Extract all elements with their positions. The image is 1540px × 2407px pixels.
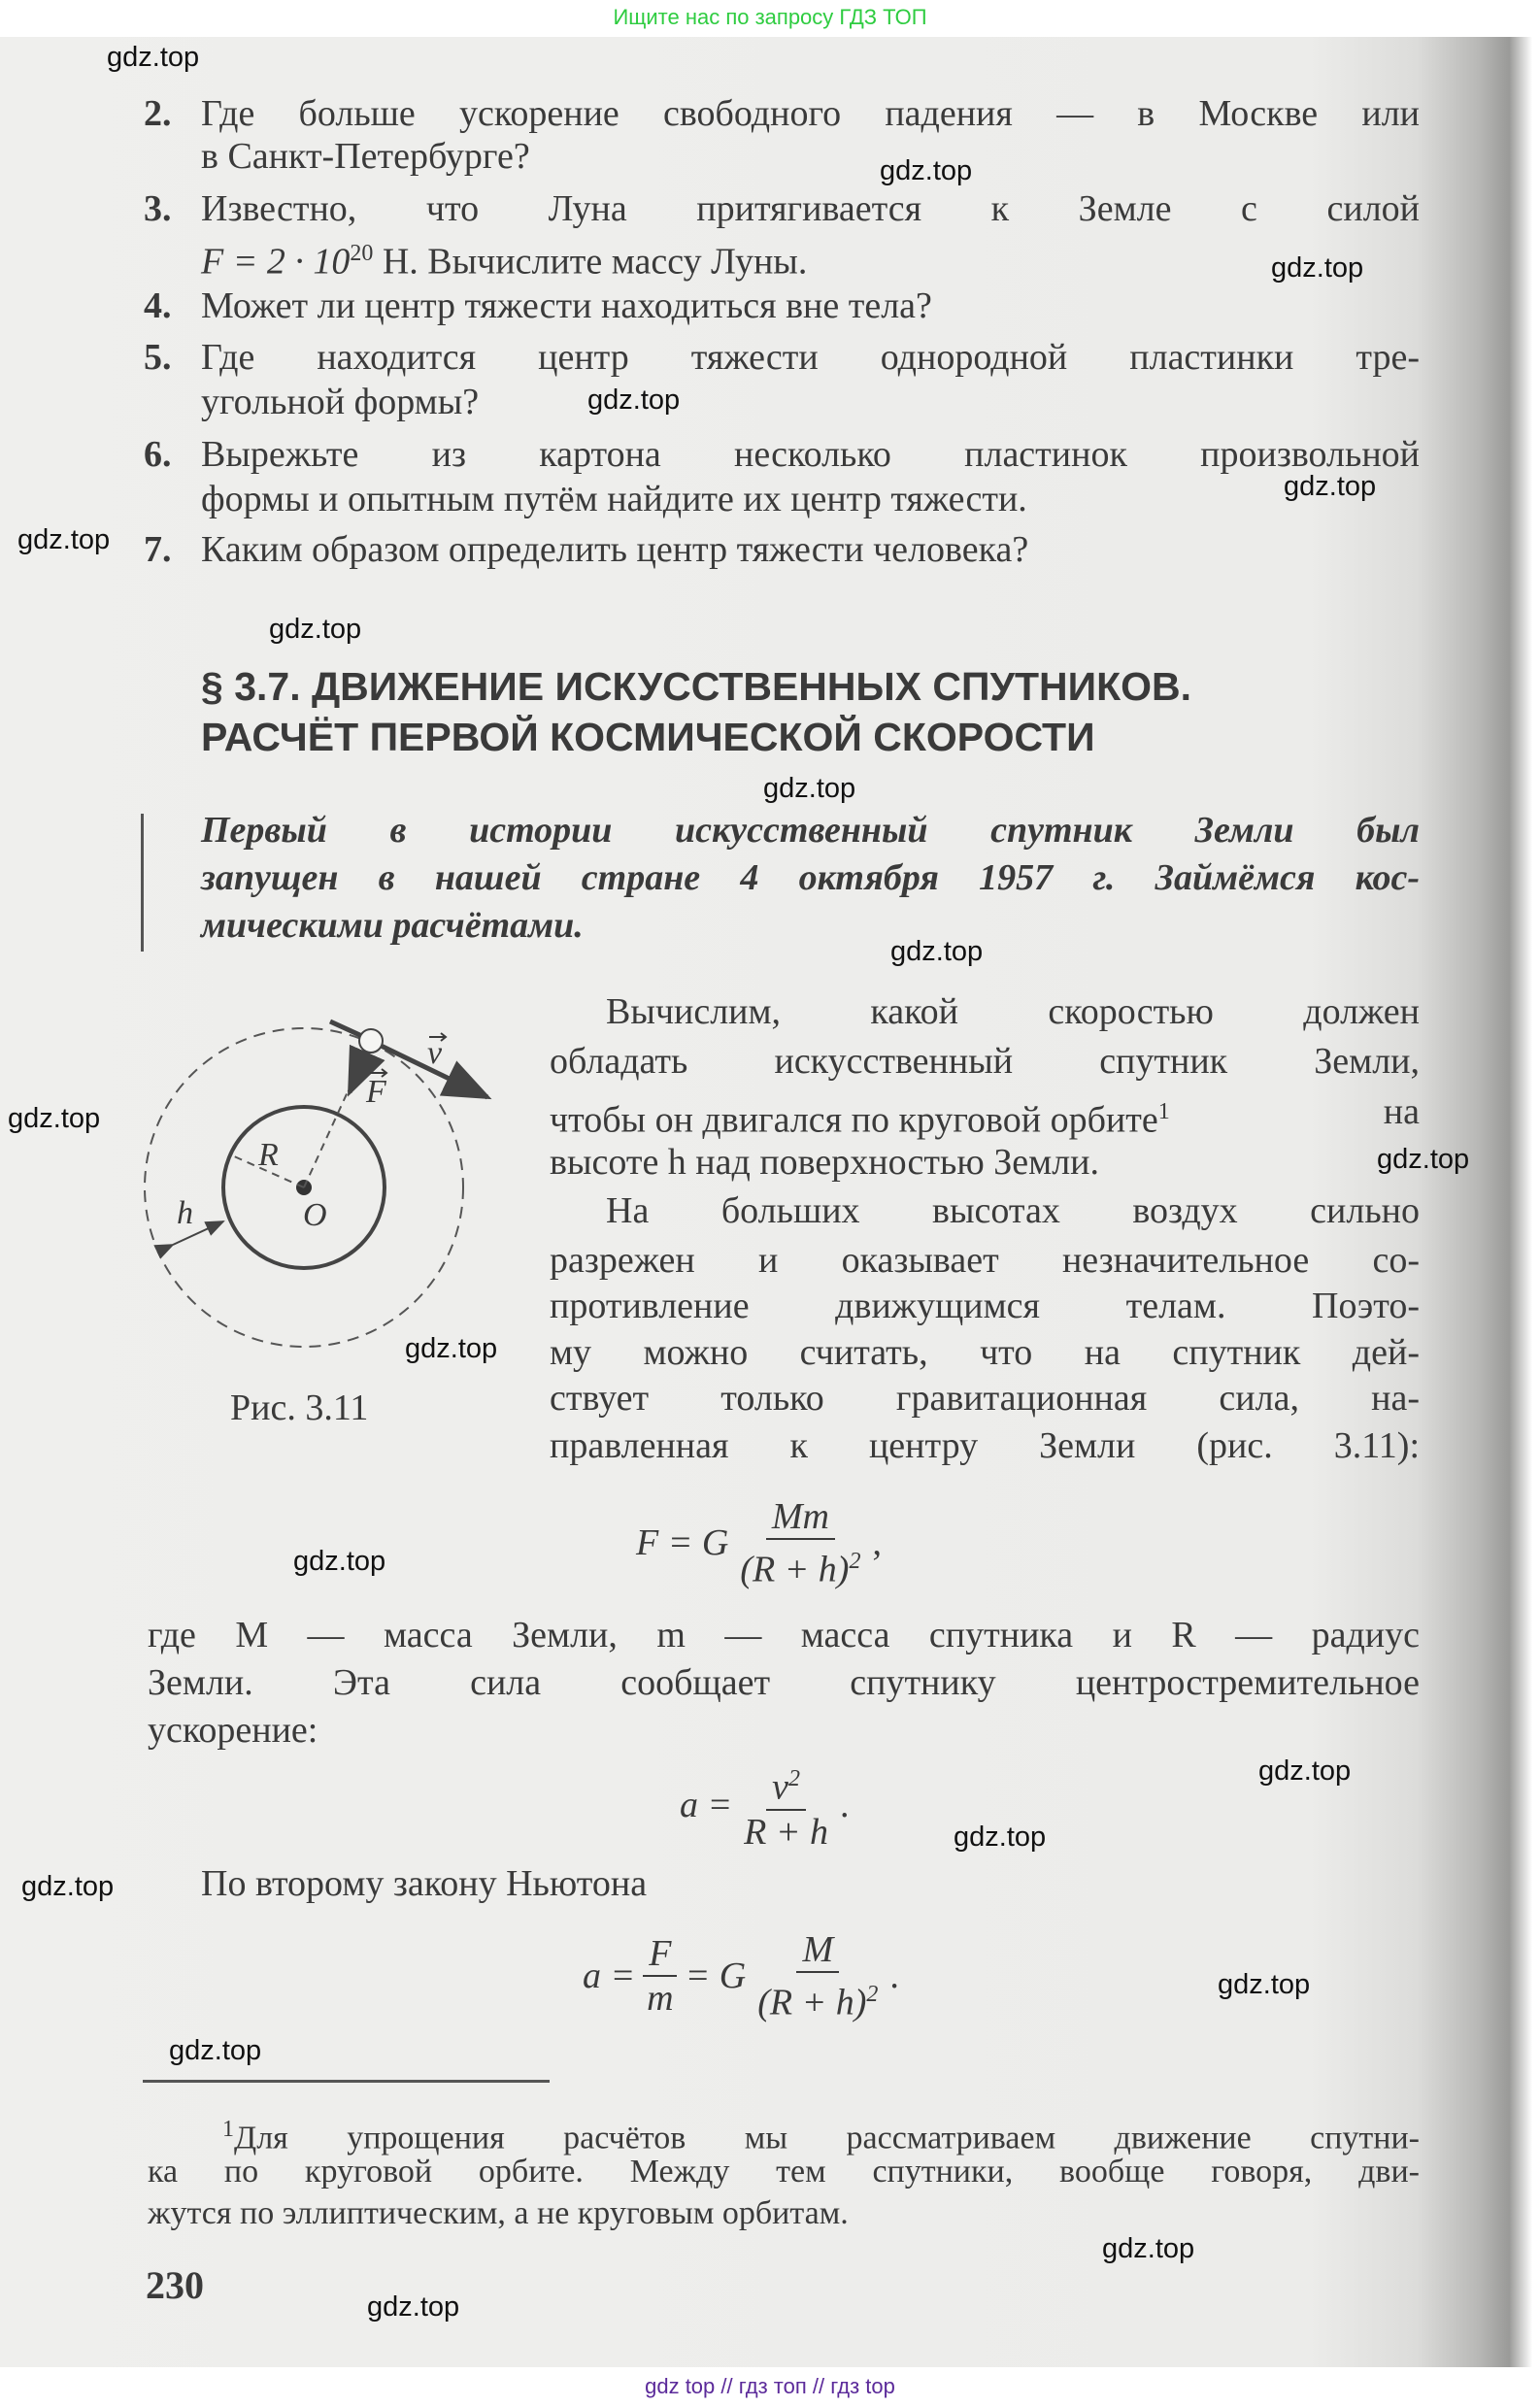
question-text: Может ли центр тяжести находиться вне тела? bbox=[201, 285, 932, 326]
body-text: Вычислим, какой скоростью должен bbox=[606, 991, 1420, 1032]
formula-numerator: v bbox=[772, 1766, 789, 1808]
formula-lhs: a = bbox=[680, 1785, 733, 1826]
formula-gravity bbox=[636, 1495, 882, 1591]
body-text: обладать искусственный спутник Земли, bbox=[550, 1041, 1420, 1082]
satellite bbox=[359, 1029, 383, 1053]
body-text: высоте h над поверхностью Земли. bbox=[550, 1142, 1099, 1183]
bottom-banner bbox=[0, 2367, 1540, 2407]
section-heading-line1: § 3.7. ДВИЖЕНИЕ ИСКУССТВЕННЫХ СПУТНИКОВ. bbox=[201, 664, 1192, 709]
footnote-line: Для упрощения расчётов мы рассматриваем движение спутни- bbox=[234, 2120, 1420, 2156]
body-text: где M — масса Земли, m — масса спутника и R — радиус bbox=[148, 1615, 1420, 1655]
watermark: gdz.top bbox=[763, 773, 856, 804]
body-text: правленная к центру Земли (рис. 3.11): bbox=[550, 1425, 1420, 1466]
body-text bbox=[550, 1089, 1420, 1143]
question-text-tail: Н. Вычислите массу Луны. bbox=[373, 241, 808, 283]
question-number: 7. bbox=[144, 529, 172, 570]
question-text: Каким образом определить центр тяжести человека? bbox=[201, 529, 1029, 570]
formula-denominator: (R + h) bbox=[757, 1982, 867, 2023]
exponent: 20 bbox=[350, 241, 374, 266]
formula-numerator: F bbox=[643, 1932, 677, 1977]
question-text: в Санкт-Петербурге? bbox=[201, 136, 530, 177]
formula-exponent: 2 bbox=[788, 1766, 801, 1791]
label-h: h bbox=[177, 1195, 193, 1231]
body-text: Земли. Эта сила сообщает спутнику центростремительное bbox=[148, 1662, 1420, 1703]
intro-text: мическими расчётами. bbox=[201, 905, 584, 946]
orbit-figure bbox=[136, 1010, 505, 1379]
footnote-text: ка по круговой орбите. Между тем спутники, вообще говоря, дви- bbox=[148, 2154, 1420, 2190]
formula-denominator: (R + h) bbox=[740, 1549, 850, 1590]
bottom-banner-text: gdz top // гдз топ // гдз top bbox=[645, 2374, 895, 2398]
top-banner-text: Ищите нас по запросу ГДЗ ТОП bbox=[613, 5, 927, 29]
watermark: gdz.top bbox=[1284, 471, 1377, 502]
velocity-tail bbox=[330, 1021, 364, 1037]
question-text: Где находится центр тяжести однородной пластинки тре- bbox=[201, 337, 1420, 378]
formula-mid: = G bbox=[685, 1956, 747, 1997]
label-F: F bbox=[366, 1074, 386, 1110]
watermark: gdz.top bbox=[269, 614, 362, 645]
question-number: 5. bbox=[144, 337, 172, 378]
intro-bar bbox=[141, 814, 144, 952]
formula-acceleration bbox=[680, 1757, 850, 1854]
formula-punct: . bbox=[889, 1956, 899, 1997]
watermark: gdz.top bbox=[21, 1871, 115, 1902]
question-text: угольной формы? bbox=[201, 382, 480, 422]
page-number: 230 bbox=[146, 2263, 204, 2307]
question-text: Вырежьте из картона несколько пластинок произвольной bbox=[201, 434, 1420, 475]
watermark: gdz.top bbox=[1218, 1969, 1311, 2000]
formula-punct: . bbox=[840, 1785, 850, 1826]
question-number: 3. bbox=[144, 188, 172, 229]
footnote-text: жутся по эллиптическим, а не круговым орбитам. bbox=[148, 2195, 849, 2231]
formula-denominator: R + h bbox=[744, 1811, 829, 1853]
formula-numerator: M bbox=[796, 1928, 839, 1973]
formula-punct: , bbox=[872, 1522, 882, 1564]
watermark: gdz.top bbox=[293, 1546, 386, 1577]
formula-lhs: F = G bbox=[636, 1522, 729, 1564]
watermark: gdz.top bbox=[405, 1333, 498, 1364]
watermark: gdz.top bbox=[890, 936, 984, 967]
watermark: gdz.top bbox=[8, 1103, 101, 1134]
label-v: v bbox=[427, 1035, 443, 1071]
body-text: му можно считать, что на спутник дей- bbox=[550, 1332, 1420, 1373]
question-text: Где больше ускорение свободного падения — в Москве или bbox=[201, 93, 1420, 134]
formula-exponent: 2 bbox=[849, 1549, 861, 1574]
body-text-part: на bbox=[1383, 1091, 1420, 1132]
section-heading-line2: РАСЧЁТ ПЕРВОЙ КОСМИЧЕСКОЙ СКОРОСТИ bbox=[201, 715, 1095, 759]
footnote-rule bbox=[143, 2080, 550, 2083]
label-O: O bbox=[303, 1197, 327, 1233]
watermark: gdz.top bbox=[367, 2291, 460, 2323]
watermark: gdz.top bbox=[880, 155, 973, 186]
watermark: gdz.top bbox=[169, 2035, 262, 2066]
label-R: R bbox=[258, 1137, 279, 1173]
intro-text: Первый в истории искусственный спутник Земли был bbox=[201, 810, 1420, 851]
question-text: Известно, что Луна притягивается к Земле с силой bbox=[201, 188, 1420, 229]
body-text: противление движущимся телам. Поэто- bbox=[550, 1286, 1420, 1326]
intro-text: запущен в нашей стране 4 октября 1957 г. Займёмся кос- bbox=[201, 857, 1420, 898]
force-value: F = 2 · 10 bbox=[201, 241, 351, 283]
watermark: gdz.top bbox=[1377, 1144, 1470, 1175]
formula-lhs: a = bbox=[583, 1956, 636, 1997]
figure-caption: Рис. 3.11 bbox=[230, 1387, 369, 1428]
formula-numerator: Mm bbox=[766, 1495, 835, 1540]
watermark: gdz.top bbox=[107, 42, 200, 73]
top-banner bbox=[0, 0, 1540, 37]
body-text: разрежен и оказывает незначительное со- bbox=[550, 1240, 1420, 1281]
watermark: gdz.top bbox=[1271, 252, 1364, 284]
question-text: формы и опытным путём найдите их центр тяжести. bbox=[201, 479, 1027, 519]
watermark: gdz.top bbox=[17, 524, 111, 555]
watermark: gdz.top bbox=[954, 1822, 1047, 1853]
body-text: ускорение: bbox=[148, 1710, 318, 1751]
body-text: По второму закону Ньютона bbox=[201, 1863, 648, 1904]
footnote-mark: 1 bbox=[222, 2117, 234, 2142]
body-text: На больших высотах воздух сильно bbox=[606, 1190, 1420, 1231]
watermark: gdz.top bbox=[1102, 2233, 1195, 2264]
watermark: gdz.top bbox=[1258, 1755, 1352, 1787]
body-text: ствует только гравитационная сила, на- bbox=[550, 1378, 1420, 1419]
question-number: 2. bbox=[144, 93, 172, 134]
formula-exponent: 2 bbox=[866, 1982, 879, 2007]
footnote-ref[interactable]: 1 bbox=[1157, 1099, 1170, 1124]
watermark: gdz.top bbox=[587, 384, 681, 416]
formula-newton bbox=[583, 1928, 899, 2024]
formula-denominator: m bbox=[647, 1978, 674, 2020]
question-number: 6. bbox=[144, 434, 172, 475]
question-text bbox=[201, 231, 807, 284]
question-number: 4. bbox=[144, 285, 172, 326]
body-text-part: чтобы он двигался по круговой орбите bbox=[550, 1099, 1158, 1141]
